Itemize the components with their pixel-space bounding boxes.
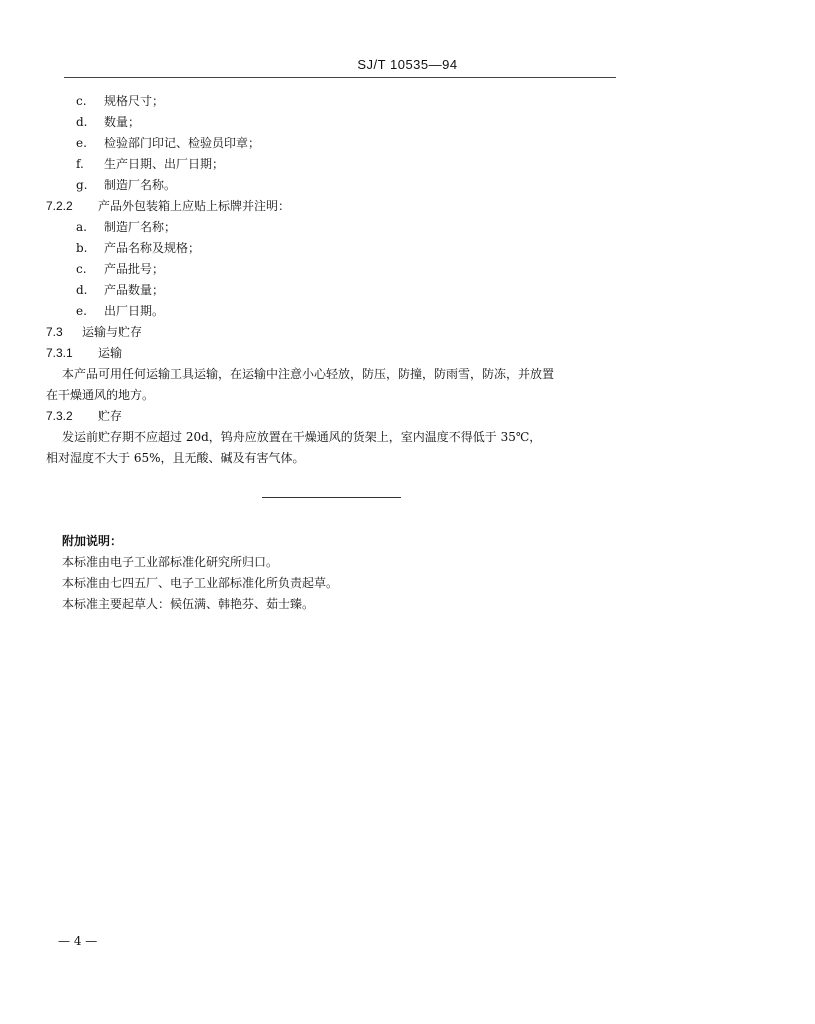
list-item: d. 数量； — [76, 115, 141, 129]
paragraph-line: 本产品可用任何运输工具运输，在运输中注意小心轻放，防压，防撞，防雨雪，防冻，并放置 — [62, 367, 555, 381]
list-item: f. 生产日期、出厂日期； — [76, 157, 225, 171]
section-heading-7-3-2: 7.3.2 贮存 — [46, 409, 123, 423]
paragraph-line: 在干燥通风的地方。 — [46, 388, 155, 402]
list-item: g. 制造厂名称。 — [76, 178, 177, 192]
page-number: — 4 — — [58, 934, 98, 948]
section-heading-7-3: 7.3 运输与贮存 — [46, 325, 143, 339]
document-code: SJ/T 10535—94 — [357, 57, 458, 72]
list-item: a. 制造厂名称； — [76, 220, 177, 234]
list-item: c. 产品批号； — [76, 262, 165, 276]
section-heading-7-3-1: 7.3.1 运输 — [46, 346, 123, 360]
list-item: b. 产品名称及规格； — [76, 241, 201, 255]
notes-line: 本标准由七四五厂、电子工业部标准化所负责起草。 — [62, 576, 339, 590]
section-heading-7-2-2: 7.2.2 产品外包装箱上应贴上标牌并注明： — [46, 199, 291, 213]
notes-line: 本标准由电子工业部标准化研究所归口。 — [62, 555, 279, 569]
header-rule — [64, 77, 616, 78]
notes-line: 本标准主要起草人：候伍满、韩艳芬、茹士臻。 — [62, 597, 315, 611]
notes-title: 附加说明： — [62, 534, 123, 548]
list-item: e. 出厂日期。 — [76, 304, 165, 318]
section-separator — [262, 497, 401, 498]
paragraph-line: 发运前贮存期不应超过 20d，钨舟应放置在干燥通风的货架上，室内温度不得低于 35℃， — [62, 430, 542, 444]
paragraph-line: 相对湿度不大于 65%，且无酸、碱及有害气体。 — [46, 451, 305, 465]
list-item: c. 规格尺寸； — [76, 94, 165, 108]
list-item: d. 产品数量； — [76, 283, 165, 297]
list-item: e. 检验部门印记、检验员印章； — [76, 136, 261, 150]
